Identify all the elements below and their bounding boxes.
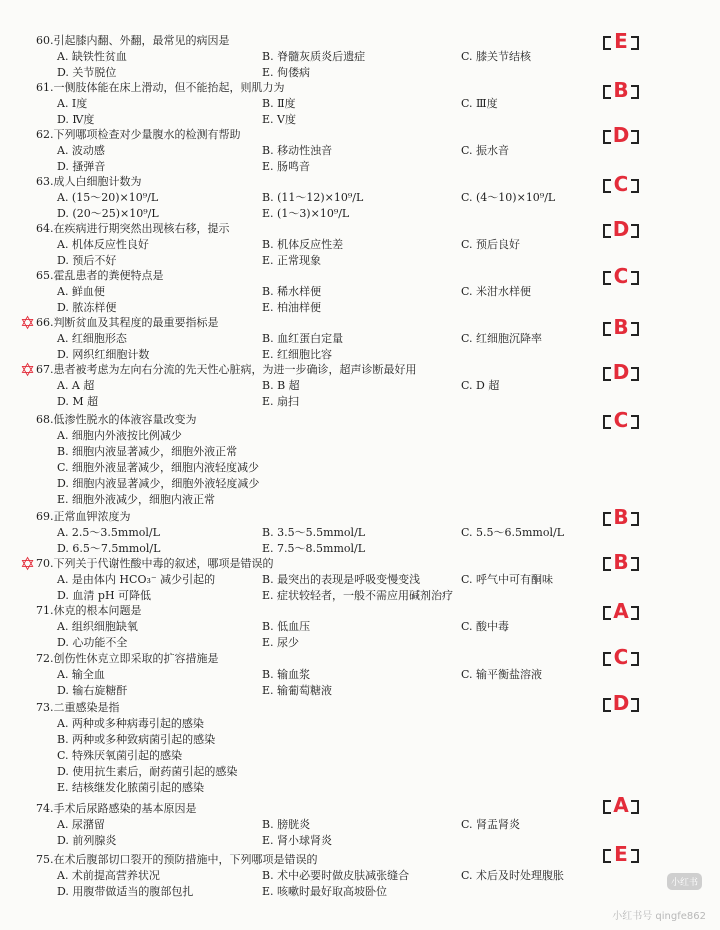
option-d: D. M 超: [57, 395, 99, 408]
option-c: C. 振水音: [461, 144, 510, 157]
handwritten-answer: C: [604, 173, 638, 195]
handwritten-answer: D: [604, 692, 638, 714]
option-d: D. Ⅳ度: [57, 113, 95, 126]
option-b: B. 3.5～5.5mmol/L: [262, 526, 366, 539]
option-e: E. Ⅴ度: [262, 113, 296, 126]
question-stem: 75.在术后腹部切口裂开的预防措施中，下列哪项是错误的: [36, 853, 318, 866]
option-e: E. 柏油样便: [262, 301, 322, 314]
question-stem: 63.成人白细胞计数为: [36, 175, 142, 188]
option-e: E. 尿少: [262, 636, 300, 649]
option-c: C. 5.5～6.5mmol/L: [461, 526, 565, 539]
star-mark-icon: ✡: [20, 313, 36, 334]
option-a: A. A 超: [57, 379, 95, 392]
question-stem: 60.引起膝内翻、外翻，最常见的病因是: [36, 34, 230, 47]
star-mark-icon: ✡: [20, 554, 36, 575]
option-b: B. 稀水样便: [262, 285, 322, 298]
option-a: A. 细胞内外液按比例减少: [57, 429, 182, 442]
question-stem: 64.在疾病进行期突然出现核右移，提示: [36, 222, 230, 235]
option-d: D. 6.5～7.5mmol/L: [57, 542, 161, 555]
handwritten-answer: D: [604, 124, 638, 146]
option-e: E. 肠鸣音: [262, 160, 311, 173]
option-e: E. 输葡萄糖液: [262, 684, 333, 697]
option-e: E. 细胞外液减少，细胞内液正常: [57, 493, 216, 506]
option-e: E. 正常现象: [262, 254, 322, 267]
option-b: B. 最突出的表现是呼吸变慢变浅: [262, 573, 421, 586]
question-stem: 74.手术后尿路感染的基本原因是: [36, 802, 197, 815]
question-stem: 71.休克的根本问题是: [36, 604, 142, 617]
option-a: A. 术前提高营养状况: [57, 869, 160, 882]
option-b: B. 输血浆: [262, 668, 311, 681]
option-d: D. 细胞内液显著减少，细胞外液轻度减少: [57, 477, 260, 490]
handwritten-answer: B: [604, 506, 638, 528]
option-d: D. 输右旋糖酐: [57, 684, 128, 697]
handwritten-answer: B: [604, 316, 638, 338]
option-a: A. (15～20)×10⁹/L: [57, 191, 159, 204]
option-d: D. 血清 pH 可降低: [57, 589, 152, 602]
option-c: C. 呼气中可有酮味: [461, 573, 554, 586]
option-a: A. 缺铁性贫血: [57, 50, 127, 63]
option-c: C. 输平衡盐溶液: [461, 668, 543, 681]
option-b: B. 两种或多种致病菌引起的感染: [57, 733, 216, 746]
handwritten-answer: A: [604, 794, 638, 816]
option-c: C. (4～10)×10⁹/L: [461, 191, 556, 204]
star-mark-icon: ✡: [20, 360, 36, 381]
question-stem: 69.正常血钾浓度为: [36, 510, 131, 523]
option-d: D. 网织红细胞计数: [57, 348, 150, 361]
watermark-logo: 小红书: [667, 873, 702, 890]
option-a: A. 2.5～3.5mmol/L: [57, 526, 160, 539]
option-a: A. 是由体内 HCO₃⁻ 减少引起的: [57, 573, 216, 586]
option-b: B. Ⅱ度: [262, 97, 296, 110]
question-stem: 61.一侧肢体能在床上滑动，但不能抬起，则肌力为: [36, 81, 285, 94]
option-a: A. 组织细胞缺氧: [57, 620, 138, 633]
handwritten-answer: C: [604, 265, 638, 287]
question-stem: 62.下列哪项检查对少量腹水的检测有帮助: [36, 128, 241, 141]
watermark-text: 小红书号 qingfe862: [612, 911, 706, 922]
option-c: C. 膝关节结核: [461, 50, 532, 63]
option-d: D. 用腹带做适当的腹部包扎: [57, 885, 194, 898]
option-d: D. 前列腺炎: [57, 834, 117, 847]
handwritten-answer: D: [604, 361, 638, 383]
option-e: E. 咳嗽时最好取高坡卧位: [262, 885, 388, 898]
option-b: B. 血红蛋白定量: [262, 332, 344, 345]
option-b: B. 膀胱炎: [262, 818, 311, 831]
option-b: B. 低血压: [262, 620, 311, 633]
option-d: D. 心功能不全: [57, 636, 128, 649]
option-c: C. 红细胞沉降率: [461, 332, 543, 345]
option-d: D. 搔弹音: [57, 160, 106, 173]
option-d: D. 脓冻样便: [57, 301, 117, 314]
handwritten-answer: E: [604, 30, 638, 52]
option-c: C. D 超: [461, 379, 500, 392]
handwritten-answer: D: [604, 218, 638, 240]
option-e: E. 症状较轻者，一般不需应用碱剂治疗: [262, 589, 454, 602]
handwritten-answer: B: [604, 551, 638, 573]
option-d: D. 预后不好: [57, 254, 117, 267]
question-stem: 70.下列关于代谢性酸中毒的叙述，哪项是错误的: [36, 557, 274, 570]
option-e: E. (1～3)×10⁹/L: [262, 207, 350, 220]
option-c: C. 预后良好: [461, 238, 521, 251]
option-d: D. 关节脱位: [57, 66, 117, 79]
option-b: B. 移动性浊音: [262, 144, 333, 157]
option-a: A. 波动感: [57, 144, 105, 157]
option-c: C. 细胞外液显著减少，细胞内液轻度减少: [57, 461, 260, 474]
handwritten-answer: E: [604, 843, 638, 865]
option-a: A. 鲜血便: [57, 285, 105, 298]
option-a: A. 尿潴留: [57, 818, 105, 831]
option-a: A. Ⅰ度: [57, 97, 88, 110]
option-d: D. (20～25)×10⁹/L: [57, 207, 159, 220]
option-c: C. 米泔水样便: [461, 285, 532, 298]
question-stem: 67.患者被考虑为左向右分流的先天性心脏病，为进一步确诊，超声诊断最好用: [36, 363, 417, 376]
option-c: C. 术后及时处理腹胀: [461, 869, 565, 882]
handwritten-answer: C: [604, 409, 638, 431]
option-b: B. 细胞内液显著减少，细胞外液正常: [57, 445, 238, 458]
option-e: E. 肾小球肾炎: [262, 834, 333, 847]
handwritten-answer: C: [604, 646, 638, 668]
option-d: D. 使用抗生素后，耐药菌引起的感染: [57, 765, 238, 778]
option-a: A. 两种或多种病毒引起的感染: [57, 717, 204, 730]
option-b: B. 术中必要时做皮肤减张缝合: [262, 869, 410, 882]
option-c: C. 特殊厌氧菌引起的感染: [57, 749, 183, 762]
option-b: B. (11～12)×10⁹/L: [262, 191, 364, 204]
handwritten-answer: A: [604, 600, 638, 622]
option-e: E. 红细胞比容: [262, 348, 333, 361]
handwritten-answer: B: [604, 79, 638, 101]
question-stem: 65.霍乱患者的粪便特点是: [36, 269, 164, 282]
question-stem: 73.二重感染是指: [36, 701, 120, 714]
option-a: A. 红细胞形态: [57, 332, 127, 345]
option-c: C. 肾盂肾炎: [461, 818, 521, 831]
option-b: B. 脊髓灰质炎后遗症: [262, 50, 366, 63]
option-a: A. 输全血: [57, 668, 105, 681]
option-e: E. 结核继发化脓菌引起的感染: [57, 781, 205, 794]
option-e: E. 佝偻病: [262, 66, 311, 79]
option-a: A. 机体反应性良好: [57, 238, 149, 251]
question-stem: 72.创伤性休克立即采取的扩容措施是: [36, 652, 219, 665]
option-b: B. B 超: [262, 379, 300, 392]
option-e: E. 7.5～8.5mmol/L: [262, 542, 366, 555]
option-b: B. 机体反应性差: [262, 238, 344, 251]
option-c: C. Ⅲ度: [461, 97, 498, 110]
option-e: E. 扇扫: [262, 395, 300, 408]
question-stem: 68.低渗性脱水的体液容量改变为: [36, 413, 197, 426]
question-stem: 66.判断贫血及其程度的最重要指标是: [36, 316, 219, 329]
option-c: C. 酸中毒: [461, 620, 510, 633]
